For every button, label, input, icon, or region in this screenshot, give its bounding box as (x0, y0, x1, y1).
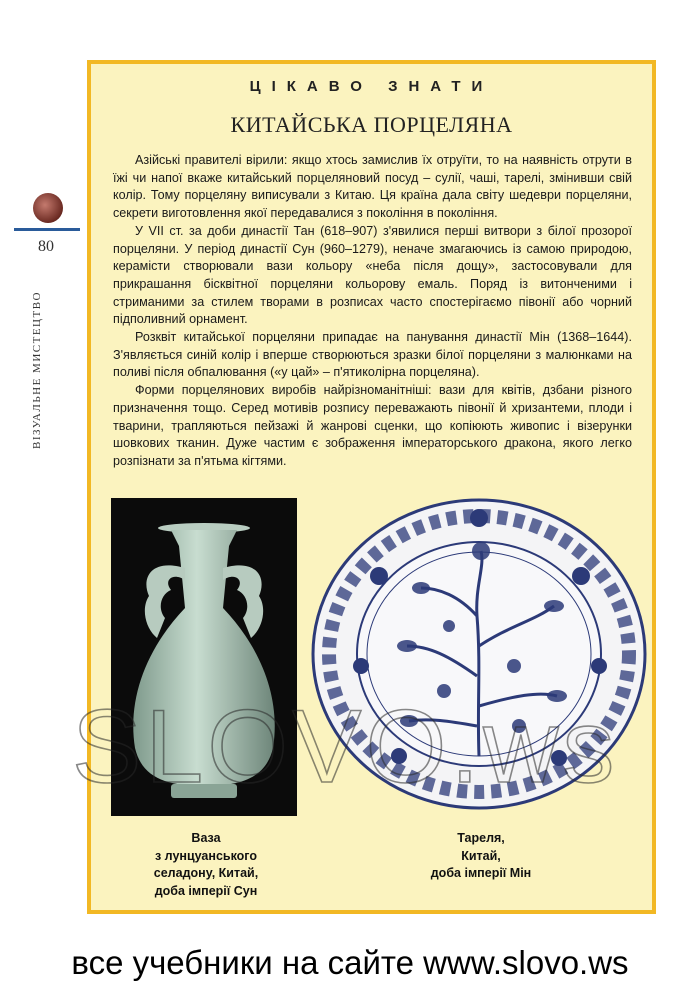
caption-line: Тареля, (457, 831, 505, 845)
paragraph: Азійські правителі вірили: якщо хтось замислив їх отруїти, то на наявність отрути в їжі чи напої вкаже китайський порцеляновий посуд – сулії, чаші, тарелі, змінивши свій колір. Тому порцеляну виписували з Китаю. Ця країна дала світу шедеври порцеляни, секрети виготовлення якої передавалися з покоління в покоління. (113, 153, 632, 221)
article-body (113, 152, 632, 471)
caption-line: Китай, (461, 848, 501, 863)
watermark: SLOVO.ws (72, 689, 619, 805)
paragraph: Форми порцелянових виробів найрізноманітніші: вази для квітів, дзбани різного призначення тощо. Серед мотивів розпису переважають півонії й хризантеми, плоди і тварини, трапляються пейзажі й жанрові сценки, що копіюють живопис і візерунки шовкових тканин. Дуже частим є зображення імператорського дракона, якого легко розпізнати за п'ятьма кігтями. (113, 383, 632, 468)
caption-line: з лунцуанського (155, 848, 257, 863)
paragraph: Розквіт китайської порцеляни припадає на панування династії Мін (1368–1644). З'являється синій колір і вперше створюються зразки білої порцеляни з малюнками на поливі після обпалювання («у цай» – п'ятиколірна порцеляна). (113, 330, 632, 380)
paragraph: У VII ст. за доби династії Тан (618–907) з'явилися перші витвори з білої прозорої порцеляни. У період династії Сун (960–1279), неначе змагаючись із самою природою, кераміcти створювали вази кольору «неба після дощу», застосовували для прикрашання бісквітної порцеляни кольорову емаль. Поряд із витонченими і стриманими за стилем творами в розписах часто спостерігаємо півонії або чорний підполивний орнамент. (113, 223, 632, 327)
vase-caption (121, 830, 291, 900)
side-section-label-text: ВІЗУАЛЬНЕ МИСТЕЦТВО (31, 290, 44, 450)
page-number: 80 (38, 238, 54, 255)
side-section-label (12, 290, 62, 450)
box-title: КИТАЙСЬКА ПОРЦЕЛЯНА (230, 112, 513, 137)
page-number-rule (14, 228, 80, 231)
box-kicker: ЦІКАВО ЗНАТИ (249, 78, 494, 95)
footer-site-text: все учебники на сайте www.slovo.ws (71, 944, 629, 981)
plate-caption (391, 830, 571, 883)
caption-line: Ваза (191, 831, 221, 845)
caption-line: селадону, Китай, (153, 866, 259, 880)
caption-line: доба імперії Сун (154, 883, 258, 898)
caption-line: доба імперії Мін (430, 866, 532, 880)
section-badge-icon (33, 193, 63, 223)
